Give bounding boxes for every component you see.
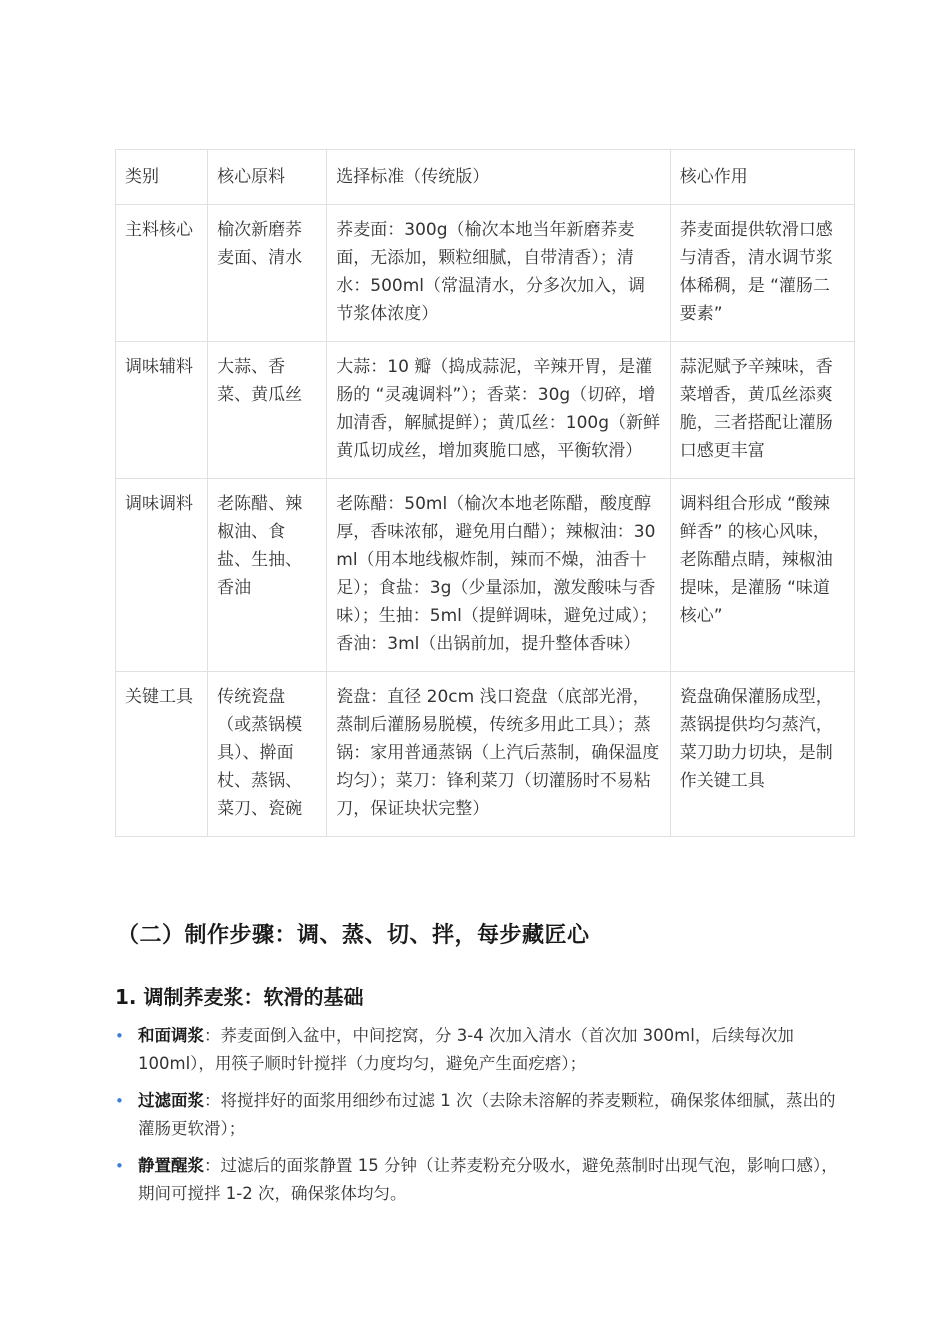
cell-standard: 瓷盘：直径 20cm 浅口瓷盘（底部光滑，蒸制后灌肠易脱模，传统多用此工具）；蒸锅：家用普通蒸锅（上汽后蒸制，确保温度均匀）；菜刀：锋利菜刀（切灌肠时不易粘刀，保证块状完整） [327, 672, 670, 837]
step-text: ：将搅拌好的面浆用细纱布过滤 1 次（去除未溶解的荞麦颗粒，确保浆体细腻，蒸出的灌肠更软滑）； [138, 1091, 836, 1138]
step-title: 静置醒浆 [138, 1156, 204, 1175]
step-text: ：荞麦面倒入盆中，中间挖窝，分 3-4 次加入清水（首次加 300ml，后续每次加 100ml），用筷子顺时针搅拌（力度均匀，避免产生面疙瘩）； [138, 1026, 794, 1073]
list-item [115, 1152, 845, 1208]
cell-category: 调味调料 [116, 479, 208, 672]
header-standard: 选择标准（传统版） [327, 150, 670, 205]
cell-role: 蒜泥赋予辛辣味，香菜增香，黄瓜丝添爽脆，三者搭配让灌肠口感更丰富 [670, 342, 854, 479]
cell-category: 关键工具 [116, 672, 208, 837]
cell-ingredients: 大蒜、香菜、黄瓜丝 [208, 342, 327, 479]
table-row [116, 342, 855, 479]
cell-standard: 荞麦面：300g（榆次本地当年新磨荞麦面，无添加，颗粒细腻，自带清香）；清水：500ml（常温清水，分多次加入，调节浆体浓度） [327, 205, 670, 342]
bullet-icon: • [115, 1027, 124, 1045]
table-header-row [116, 150, 855, 205]
header-ingredients: 核心原料 [208, 150, 327, 205]
header-category: 类别 [116, 150, 208, 205]
cell-ingredients: 榆次新磨荞麦面、清水 [208, 205, 327, 342]
bullet-icon: • [115, 1092, 124, 1110]
cell-role: 荞麦面提供软滑口感与清香，清水调节浆体稀稠，是 “灌肠二要素” [670, 205, 854, 342]
cell-category: 主料核心 [116, 205, 208, 342]
cell-role: 瓷盘确保灌肠成型，蒸锅提供均匀蒸汽，菜刀助力切块，是制作关键工具 [670, 672, 854, 837]
step-title: 和面调浆 [138, 1026, 204, 1045]
table-row [116, 672, 855, 837]
steps-list [115, 1022, 845, 1217]
step-text: ：过滤后的面浆静置 15 分钟（让荞麦粉充分吸水，避免蒸制时出现气泡，影响口感），期间可搅拌 1-2 次，确保浆体均匀。 [138, 1156, 838, 1203]
table-row [116, 205, 855, 342]
step-title: 过滤面浆 [138, 1091, 204, 1110]
cell-standard: 大蒜：10 瓣（捣成蒜泥，辛辣开胃，是灌肠的 “灵魂调料”）；香菜：30g（切碎，增加清香，解腻提鲜）；黄瓜丝：100g（新鲜黄瓜切成丝，增加爽脆口感，平衡软滑） [327, 342, 670, 479]
table-row [116, 479, 855, 672]
subsection-heading: 1. 调制荞麦浆：软滑的基础 [115, 985, 364, 1009]
cell-category: 调味辅料 [116, 342, 208, 479]
bullet-icon: • [115, 1157, 124, 1175]
cell-standard: 老陈醋：50ml（榆次本地老陈醋，酸度醇厚，香味浓郁，避免用白醋）；辣椒油：30ml（用本地线椒炸制，辣而不燥，油香十足）；食盐：3g（少量添加，激发酸味与香味）；生抽：5ml（提鲜调味，避免过咸）；香油：3ml（出锅前加，提升整体香味） [327, 479, 670, 672]
list-item [115, 1087, 845, 1143]
ingredients-table [115, 149, 855, 837]
header-role: 核心作用 [670, 150, 854, 205]
section-heading: （二）制作步骤：调、蒸、切、拌，每步藏匠心 [117, 923, 590, 948]
cell-ingredients: 传统瓷盘（或蒸锅模具）、擀面杖、蒸锅、菜刀、瓷碗 [208, 672, 327, 837]
list-item [115, 1022, 845, 1078]
cell-ingredients: 老陈醋、辣椒油、食盐、生抽、香油 [208, 479, 327, 672]
cell-role: 调料组合形成 “酸辣鲜香” 的核心风味，老陈醋点睛，辣椒油提味，是灌肠 “味道核心” [670, 479, 854, 672]
